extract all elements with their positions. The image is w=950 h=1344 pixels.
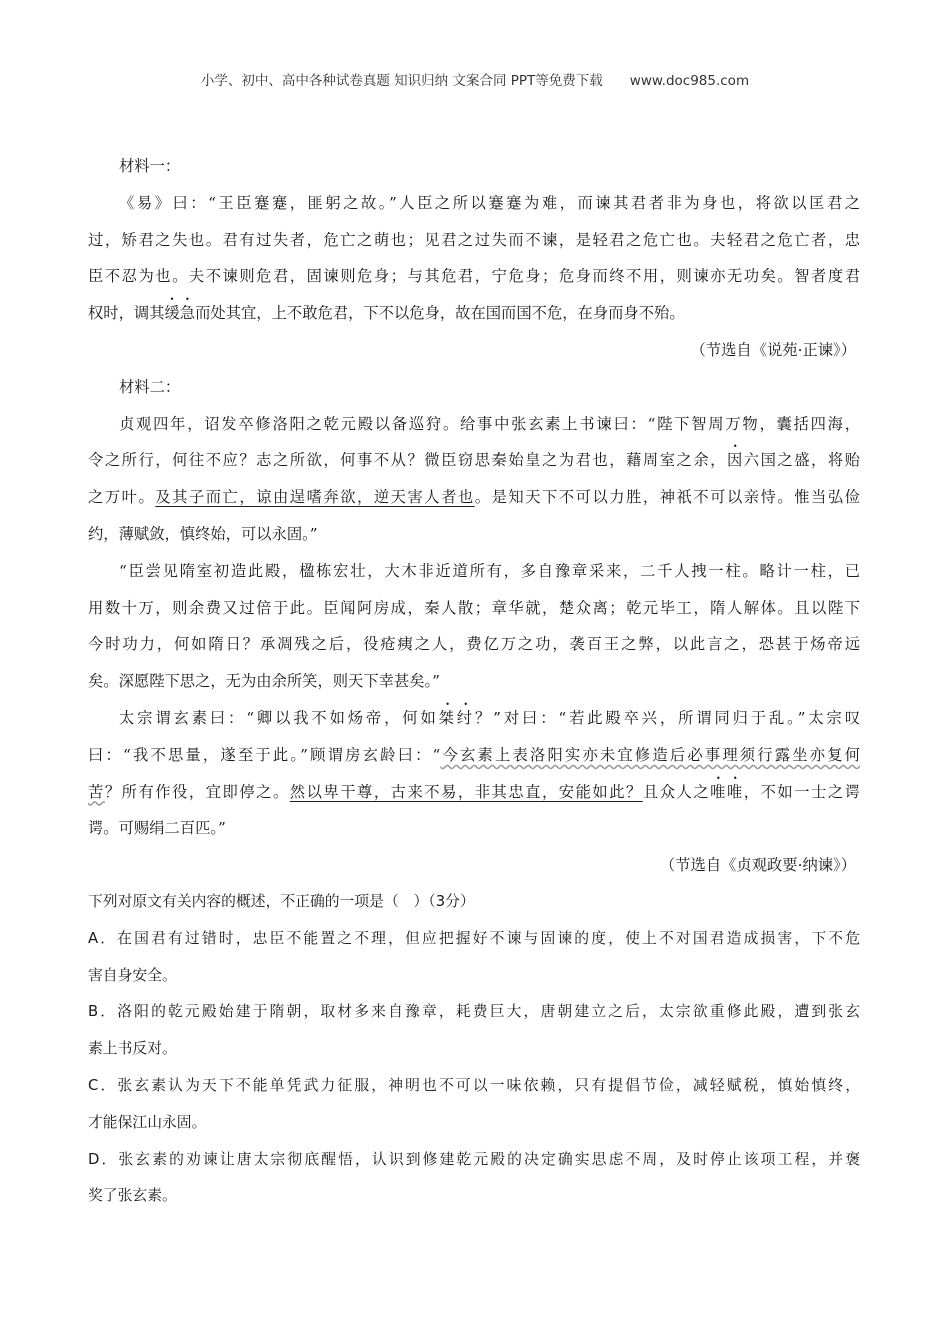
text-segment: 之万叶。 [88,488,156,507]
option-line: D．张玄素的劝谏让唐太宗彻底醒悟，认识到修建乾元殿的决定确实思虑不周，及时停止该项工程，并褒 [88,1150,860,1168]
material-1-source: （节选自《说苑·正谏》） [690,340,856,359]
emphasized-text: 缓急 [164,304,196,323]
text-segment: 令之所行，何往不应？志之所欲，何事不从？微臣窃思秦始皇之为君也，藉周室之余， [88,451,727,470]
document-body [88,148,860,1215]
passage-line [88,810,860,847]
text-segment: 太宗谓玄素曰：“卿以我不如炀帝，何如 [119,708,439,727]
option-line: 奖了张玄素。 [88,1187,177,1205]
passage-line [88,700,860,737]
text-segment: 而处其宜，上不敢危君，下不以危身，故在国而国不危，在身而身不殆。 [195,304,685,323]
option-line: 才能保江山永固。 [88,1113,207,1131]
underlined-text: 苦 [88,782,105,801]
passage-line [88,442,860,479]
passage-line [88,774,860,811]
material-2-text [88,406,860,848]
text-segment: 用数十万，则余费又过倍于此。臣闻阿房成，秦人散；章华就，楚众离；乾元毕工，隋人解体。且以陛下 [88,598,860,617]
text-segment: 谔。可赐绢二百匹。” [88,819,226,838]
text-segment: ，不如一士之谔 [743,782,860,801]
passage-line [88,737,860,774]
material-1-label: 材料一： [119,157,181,175]
passage-line [88,626,860,663]
text-segment: 且众人之 [642,782,711,801]
text-segment: 《易》曰：“王臣蹇蹇，匪躬之故。”人臣之所以蹇蹇为难，而谏其君者非为身也，将欲以匡君之 [119,193,860,212]
text-segment: 今时功力，何如隋日？承凋残之后，役疮痍之人，费亿万之功，袭百王之弊，以此言之，恐甚于炀帝远 [88,635,860,654]
passage-line [88,516,860,553]
text-segment: ？所有作役，宜即停之。 [104,782,290,801]
emphasized-text: 桀纣 [438,708,475,727]
emphasized-text: 因 [726,451,744,470]
material-2-source: （节选自《贞观政要·纳谏》） [659,856,856,875]
option-line: A．在国君有过错时，忠臣不能置之不理，但应把握好不谏与固谏的度，使上不对国君造成损害，下不危 [88,929,860,947]
passage-line [88,295,860,332]
text-segment: 矣。深愿陛下思之，无为由余所笑，则天下幸甚矣。” [88,672,440,691]
material-1-text [88,185,860,332]
material-2-label: 材料二： [119,377,181,396]
underlined-text: 今玄素上表洛阳实亦未宜修造后必事理须行露坐亦复何 [440,745,861,764]
passage-line [88,258,860,295]
text-segment: “臣尝见隋室初造此殿，楹栋宏壮，大木非近道所有，多自豫章采来，二千人拽一柱。略计一柱，已 [119,561,860,580]
text-segment: 贞观四年，诏发卒修洛阳之乾元殿以备巡狩。给事中张玄素上书谏曰：“陛下智周万物，囊括四海， [119,414,860,433]
passage-line [88,663,860,700]
option-c [88,1068,860,1142]
passage-line [88,590,860,627]
option-b [88,994,860,1068]
text-segment: 权时，调其 [88,304,165,323]
text-segment: 。是知天下不可以力胜，神祇不可以亲恃。惟当弘俭 [474,488,860,507]
question-options [88,921,860,1215]
passage-line [88,406,860,443]
page-header: 小学、初中、高中各种试卷真题 知识归纳 文案合同 PPT等免费下载 www.doc985.com [200,73,750,89]
underlined-text: 然以卑干尊，古来不易，非其忠直，安能如此？ [289,782,643,801]
text-segment: 过，矫君之失也。君有过失者，危亡之萌也；见君之过失而不谏，是轻君之危亡也。夫轻君之危亡者，忠 [88,230,860,249]
option-d [88,1142,860,1216]
passage-line [88,222,860,259]
question-stem: 下列对原文有关内容的概述，不正确的一项是（ ）（3分） [88,892,475,910]
text-segment: 六国之盛，将贻 [743,451,860,470]
text-segment: ？”对曰：“若此殿卒兴，所谓同归于乱。”太宗叹 [474,708,860,727]
text-segment: 约，薄赋敛，慎终始，可以永固。” [88,524,318,543]
emphasized-text: 唯唯 [710,782,744,801]
option-line: C．张玄素认为天下不能单凭武力征服，神明也不可以一味依赖，只有提倡节俭，减轻赋税，慎始慎终， [88,1076,860,1094]
passage-line [88,185,860,222]
option-line: B．洛阳的乾元殿始建于隋朝，取材多来自豫章，耗费巨大，唐朝建立之后，太宗欲重修此殿，遭到张玄 [88,1003,860,1021]
option-line: 害自身安全。 [88,966,177,984]
passage-line [88,479,860,516]
text-segment: 曰：“我不思量，遂至于此。”顾谓房玄龄曰：“ [88,745,441,764]
option-a [88,921,860,995]
passage-line [88,553,860,590]
underlined-text: 及其子而亡，谅由逞嗜奔欲，逆天害人者也 [155,488,475,507]
text-segment: 臣不忍为也。夫不谏则危君，固谏则危身；与其危君，宁危身；危身而终不用，则谏亦无功矣。智者度君 [88,267,860,286]
option-line: 素上书反对。 [88,1040,177,1058]
